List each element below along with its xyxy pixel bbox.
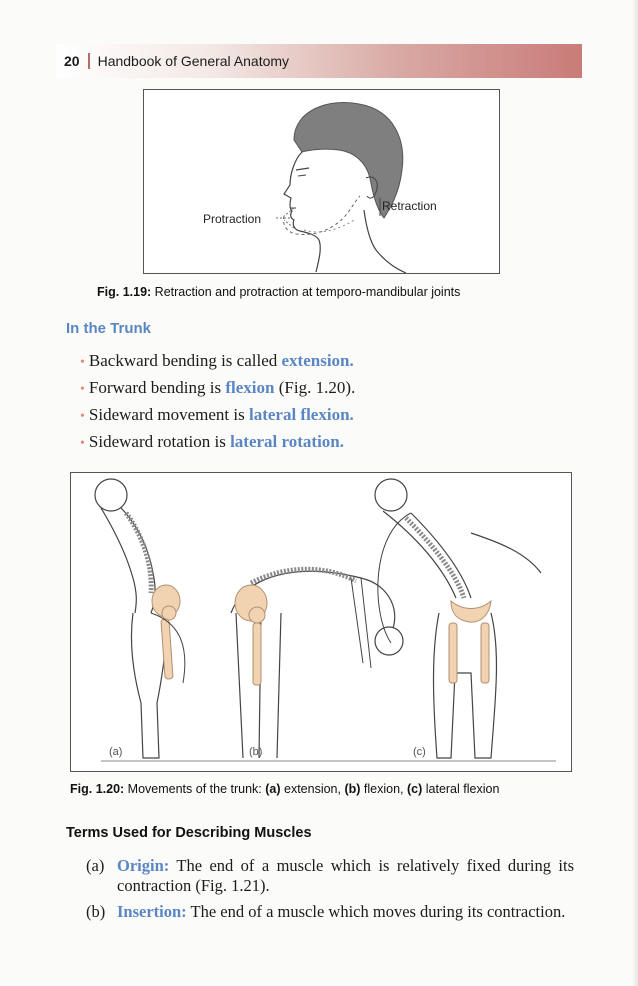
- term-letter: (b): [86, 902, 106, 921]
- subfigure-label-c: (c): [413, 746, 426, 758]
- item-suffix: .: [339, 432, 345, 451]
- head-profile-illustration: [144, 90, 499, 273]
- running-header: [56, 44, 582, 78]
- subfigure-label-b: (b): [249, 746, 263, 758]
- item-term: flexion: [225, 378, 275, 397]
- term-name: Insertion:: [117, 902, 187, 921]
- caption-text: lateral flexion: [422, 782, 500, 796]
- section-heading-trunk: In the Trunk: [66, 320, 152, 337]
- item-suffix: .: [349, 351, 354, 370]
- caption-text: Movements of the trunk:: [127, 782, 266, 796]
- item-text: Forward bending is: [88, 378, 226, 397]
- item-suffix: (Fig. 1.20).: [274, 378, 356, 397]
- flexion-figure: [231, 569, 403, 758]
- page-number: 20: [64, 53, 80, 69]
- term-definition: The end of a muscle which moves during its contraction.: [190, 902, 566, 921]
- section-heading-muscle-terms: Terms Used for Describing Muscles: [66, 825, 312, 841]
- term-letter: (a): [86, 856, 105, 875]
- term-definition: The end of a muscle which is relatively fixed during its contraction (Fig. 1.21).: [117, 856, 575, 895]
- item-term: lateral flexion: [248, 405, 350, 424]
- bullet-icon: •: [80, 355, 85, 370]
- subfigure-label-a: (a): [109, 746, 123, 758]
- term-item-origin: [86, 856, 574, 896]
- term-item-insertion: [86, 902, 574, 922]
- caption-label: Fig. 1.19:: [97, 285, 152, 299]
- term-name: Origin:: [117, 856, 170, 875]
- caption-text: Retraction and protraction at temporo-mandibular joints: [154, 285, 461, 299]
- figure-1-19: [143, 89, 500, 274]
- figure-1-19-caption: [97, 285, 460, 299]
- figure-1-20-caption: [70, 782, 499, 796]
- term-body: [117, 856, 574, 896]
- item-term: lateral rotation: [230, 432, 340, 451]
- item-text: Sideward movement is: [88, 405, 249, 424]
- header-divider: [88, 53, 90, 69]
- book-title: Handbook of General Anatomy: [97, 53, 290, 69]
- list-item: [80, 347, 355, 374]
- caption-text: extension,: [280, 782, 345, 796]
- term-body: [117, 902, 574, 922]
- caption-text: flexion,: [360, 782, 407, 796]
- caption-ref-b: (b): [344, 782, 361, 796]
- lateral-flexion-figure: [375, 479, 541, 758]
- list-item: [80, 428, 355, 455]
- caption-ref-c: (c): [406, 782, 423, 796]
- item-text: Sideward rotation is: [88, 432, 231, 451]
- trunk-movements-illustration: [71, 473, 571, 771]
- protraction-label: Protraction: [203, 212, 262, 226]
- item-suffix: .: [349, 405, 354, 424]
- caption-label: Fig. 1.20:: [70, 782, 125, 796]
- item-term: extension: [281, 351, 350, 370]
- caption-ref-a: (a): [265, 782, 281, 796]
- retraction-label: Retraction: [382, 199, 437, 213]
- bullet-icon: •: [80, 436, 85, 451]
- list-item: [80, 401, 355, 428]
- page-edge-shadow: [632, 0, 638, 986]
- trunk-movement-list: [80, 347, 355, 455]
- extension-figure: [95, 479, 185, 758]
- bullet-icon: •: [80, 382, 85, 397]
- bullet-icon: •: [80, 409, 85, 424]
- figure-1-20: [70, 472, 572, 772]
- list-item: [80, 374, 355, 401]
- item-text: Backward bending is called: [88, 351, 282, 370]
